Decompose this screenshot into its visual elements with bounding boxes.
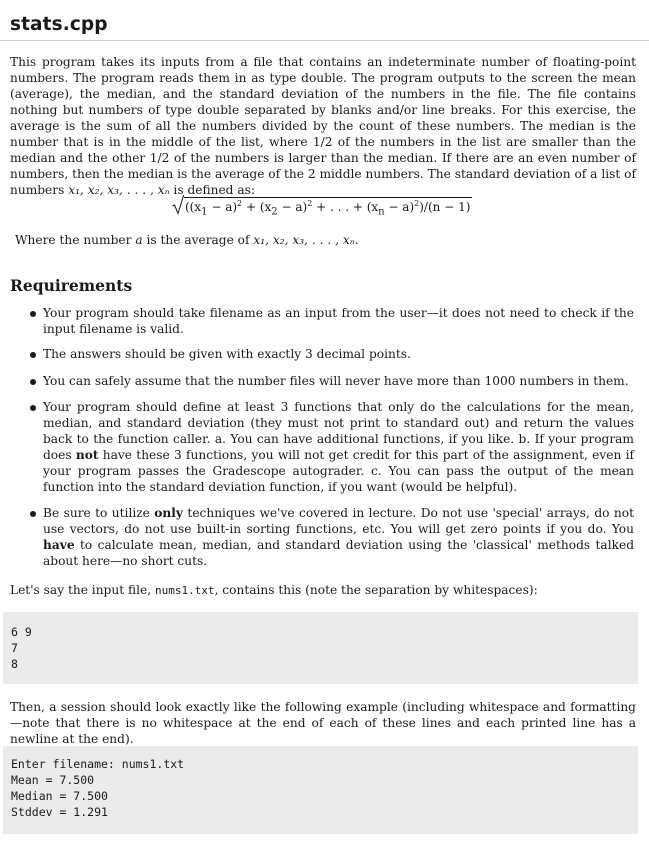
code-line: 7 — [11, 641, 18, 655]
requirements-heading: Requirements — [10, 276, 133, 295]
formula-part: ((x — [185, 200, 202, 214]
formula-sub: 1 — [201, 206, 208, 218]
intro-variables: x₁, x₂, x₃, . . . , xₙ — [68, 183, 170, 197]
input-file-intro — [10, 582, 636, 599]
code-line: Stddev = 1.291 — [11, 805, 108, 819]
code-line: Enter filename: nums1.txt — [11, 757, 185, 771]
session-intro: Then, a session should look exactly like the following example (including whitespace and formatting—note that there is no whitespace at the end of each of these lines and each printed line has a newline at the end). — [10, 700, 636, 746]
requirement-item-decimals: The answers should be given with exactly 3 decimal points. — [43, 347, 411, 361]
code-line: Mean = 7.500 — [11, 773, 95, 787]
formula-part: − a) — [277, 200, 308, 214]
requirement-item-functions — [43, 399, 634, 495]
formula-exp: 2 — [237, 199, 243, 208]
where-variable: a — [135, 233, 143, 247]
requirement-item-filename: Your program should take filename as an input from the user—it does not need to check if the input filename is valid. — [43, 306, 634, 336]
formula-exp: 2 — [414, 199, 420, 208]
where-text: Where the number — [15, 233, 136, 247]
code-line: 6 9 — [11, 625, 32, 639]
formula-part: − a) — [384, 200, 415, 214]
stddev-formula — [172, 197, 472, 217]
requirement-item-max-numbers: You can safely assume that the number files will never have more than 1000 numbers in them. — [43, 374, 629, 388]
page-title: stats.cpp — [10, 14, 108, 35]
intro-text: This program takes its inputs from a file that contains an indeterminate number of floating-point numbers. The program reads them in as type double. The program outputs to the screen the mean (average), the median, and the standard deviation of the numbers in the file. The file contains nothing but numbers of type double separated by blanks and/or line breaks. For this exercise, the average is the sum of all the numbers divided by the count of these numbers. The median is the number that is in the middle of the list, where 1/2 of the numbers in the list are smaller than the median and the other 1/2 of the numbers is larger than the median. If there are an even number of numbers, then the median is the average of the 2 middle numbers. The standard deviation of a list of numbers — [10, 55, 636, 197]
formula-radicand — [184, 197, 472, 217]
requirement-text: Your program should define at least 3 functions that only do the calculations for the mean, median, and standard deviation (they must not print to standard out) and return the values back to the function caller. a. You can have additional functions, if you like. b. If your program does — [43, 400, 634, 462]
title-divider — [0, 40, 649, 41]
code-line: 8 — [11, 657, 18, 671]
requirement-text: have these 3 functions, you will not get credit for this part of the assignment, even if your program passes the Gradescope autograder. c. You can pass the output of the mean function into the standard deviation function, if you want (would be helpful). — [43, 448, 634, 494]
intro-end: is defined as: — [169, 183, 255, 197]
bullet-dot — [30, 511, 36, 517]
formula-part: + (x — [242, 200, 272, 214]
where-text: is the average of — [142, 233, 254, 247]
input-filename: nums1.txt — [154, 584, 215, 597]
formula-sub: 2 — [271, 206, 278, 218]
bullet-dot — [30, 405, 36, 411]
input-intro-text: Let's say the input file, — [10, 583, 155, 597]
formula-exp: 2 — [307, 199, 313, 208]
requirement-emphasis: have — [43, 538, 75, 552]
requirement-emphasis: only — [154, 506, 183, 520]
requirement-text: Be sure to utilize — [43, 506, 155, 520]
where-text: . — [354, 233, 359, 247]
bullet-dot — [30, 352, 36, 358]
bullet-dot — [30, 311, 36, 317]
formula-part: + . . . + (x — [312, 200, 379, 214]
code-line: Median = 7.500 — [11, 789, 108, 803]
session-codeblock — [3, 746, 638, 834]
requirement-text: to calculate mean, median, and standard deviation using the 'classical' methods talked about here—no short cuts. — [43, 538, 634, 568]
formula-part: − a) — [207, 200, 238, 214]
formula-part: )/(n − 1) — [419, 200, 471, 214]
where-variables: x₁, x₂, x₃, . . . , xₙ — [253, 233, 355, 247]
formula-sub: n — [378, 206, 385, 218]
input-intro-text: , contains this (note the separation by whitespaces): — [214, 583, 538, 597]
sqrt-symbol — [172, 195, 184, 215]
intro-paragraph — [10, 54, 636, 198]
requirement-emphasis: not — [75, 448, 99, 462]
requirement-item-techniques — [43, 505, 634, 569]
where-line — [15, 233, 359, 247]
bullet-dot — [30, 379, 36, 385]
requirement-text: techniques we've covered in lecture. Do not use 'special' arrays, do not use vectors, do not use built-in sorting functions, etc. You will get zero points if you do. You — [43, 506, 634, 536]
input-file-codeblock — [3, 612, 638, 684]
